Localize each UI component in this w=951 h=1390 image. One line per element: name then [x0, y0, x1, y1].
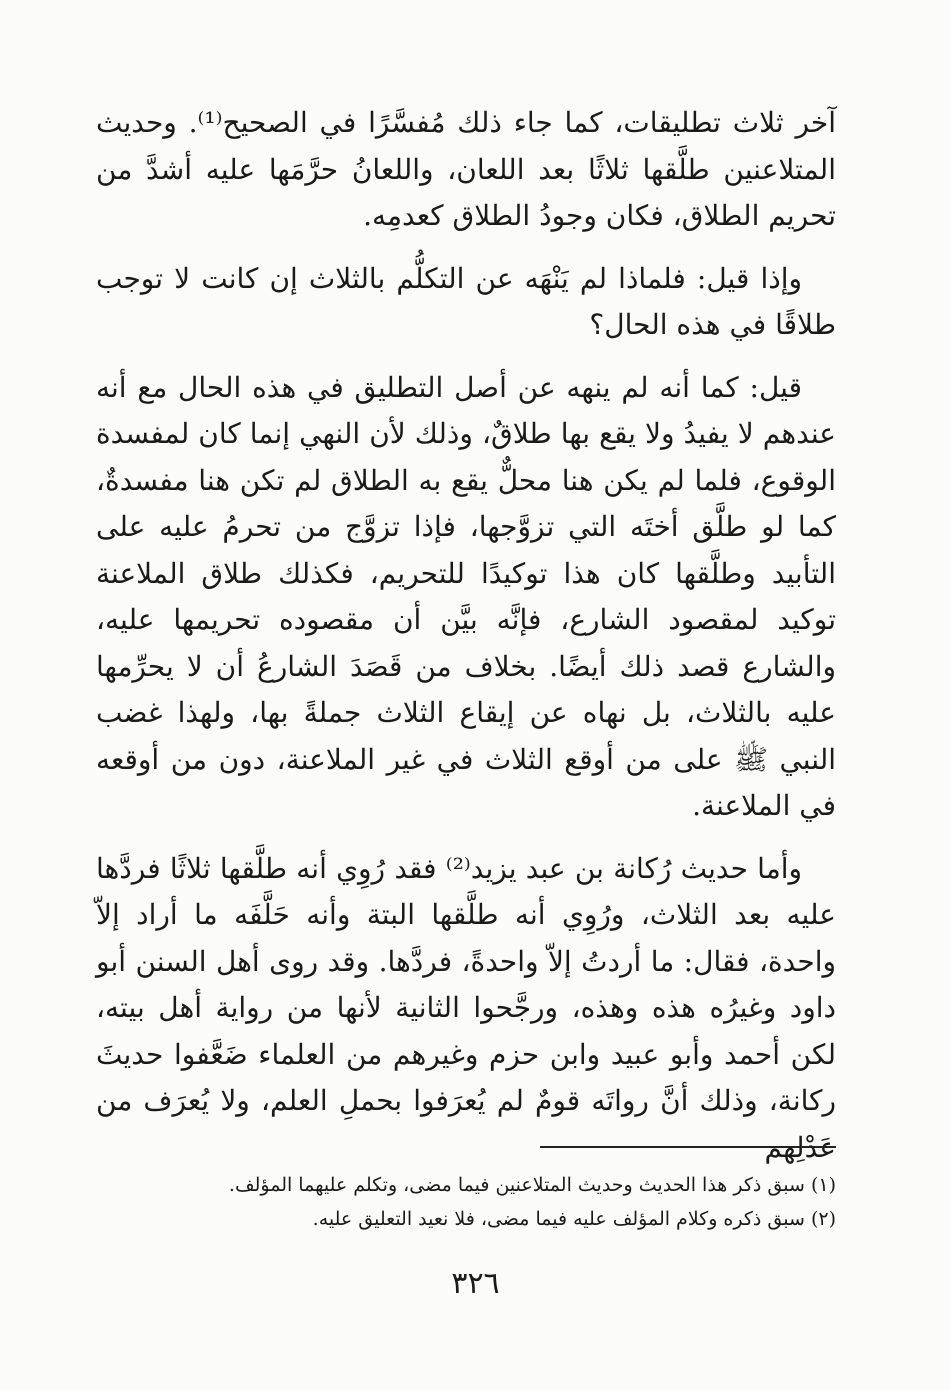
paragraph: قيل: كما أنه لم ينهه عن أصل التطليق في هذه الحال مع أنه عندهم لا يفيدُ ولا يقع بها طلاقٌ، وذلك لأن النهي إنما كان لمفسدة الوقوع، فلما لم يكن هنا محلٌّ يقع به الطلاق لم تكن هنا مفسدةٌ، كما لو طلَّق أختَه التي تزوَّجها، فإذا تزوَّج من تحرمُ عليه على التأبيد وطلَّقها كان هذا توكيدًا للتحريم، فكذلك طلاق الملاعنة توكيد لمقصود الشارع، فإنَّه بيَّن أن مقصوده تحريمها عليه، والشارع قصد ذلك أيضًا. بخلاف من قَصَدَ الشارعُ أن لا يحرِّمها عليه بالثلاث، بل نهاه عن إيقاع الثلاث جملةً بها، ولهذا غضب النبي ﷺ على من أوقع الثلاث في غير الملاعنة، دون من أوقعه في الملاعنة. — [96, 370, 836, 822]
paragraph: آخر ثلاث تطليقات، كما جاء ذلك مُفسَّرًا في الصحيح⁽¹⁾. وحديث المتلاعنين طلَّقها ثلاثًا بعد اللعان، واللعانُ حرَّمَها عليه أشدَّ من تحريم الطلاق، فكان وجودُ الطلاق كعدمِه. — [96, 106, 836, 232]
paragraph: وأما حديث رُكانة بن عبد يزيد⁽²⁾ فقد رُوِي أنه طلَّقها ثلاثًا فردَّها عليه بعد الثلاث، ورُوِي أنه طلَّقها البتة وأنه حَلَّفَه ما أراد إلاّ واحدة، فقال: ما أردتُ إلاّ واحدةً، فردَّها. وقد روى أهل السنن أبو داود وغيرُه هذه وهذه، ورجَّحوا الثانية لأنها من رواية أهل بيته، لكن أحمد وأبو عبيد وابن حزم وغيرهم من العلماء ضَعَّفوا حديثَ ركانة، وذلك أنَّ رواتَه قومٌ لم يُعرَفوا بحملِ العلم، ولا يُعرَف من عَدْلِهم — [96, 851, 836, 1164]
paragraph: وإذا قيل: فلماذا لم يَنْهَه عن التكلُّم بالثلاث إن كانت لا توجب طلاقًا في هذه الحال؟ — [96, 261, 836, 341]
main-text — [96, 100, 836, 1187]
footnote-item: (١) سبق ذكر هذا الحديث وحديث المتلاعنين فيما مضى، وتكلم عليهما المؤلف. — [228, 1174, 836, 1196]
footnote-item: (٢) سبق ذكره وكلام المؤلف عليه فيما مضى، فلا نعيد التعليق عليه. — [312, 1208, 836, 1230]
footnote-separator — [540, 1146, 836, 1148]
footnotes — [96, 1168, 836, 1236]
page-number: ٣٢٦ — [451, 1266, 500, 1301]
